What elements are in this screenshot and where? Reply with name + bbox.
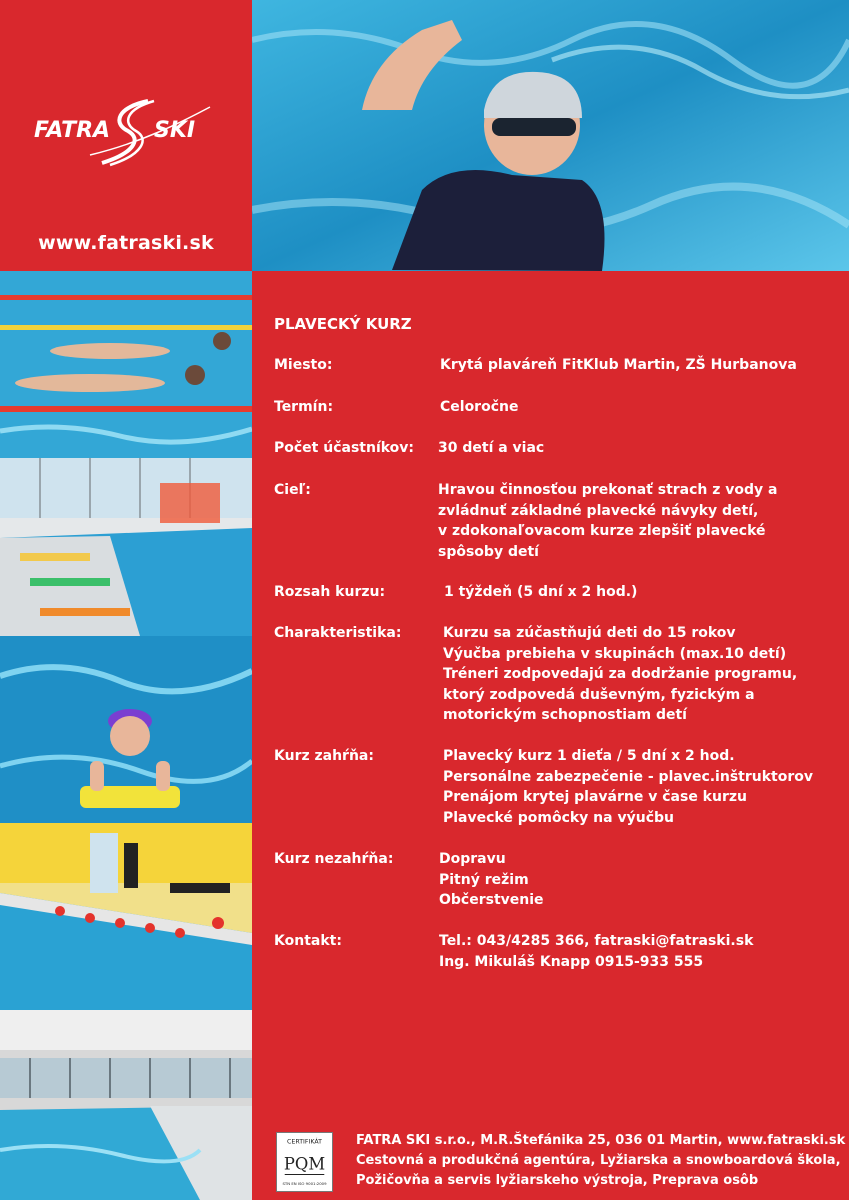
value-line: Ing. Mikuláš Knapp 0915-933 555: [439, 953, 704, 970]
value-ciel: [438, 480, 778, 562]
value-line: Pitný režim: [439, 871, 529, 888]
logo-text-left: FATRA: [34, 118, 111, 143]
value-line: Hravou činnosťou prekonať strach z vody a: [438, 482, 778, 498]
value-termin: [440, 397, 518, 418]
label-rozsah: Rozsah kurzu:: [274, 584, 386, 600]
photo-kid-with-board: [0, 636, 252, 823]
value-kurz-zahrna: [443, 746, 813, 828]
label-pocet: Počet účastníkov:: [274, 440, 415, 456]
label-charakteristika: Charakteristika:: [274, 625, 402, 641]
value-line: Dopravu: [439, 851, 506, 867]
label-kontakt: Kontakt:: [274, 933, 342, 949]
fatra-ski-logo: [30, 95, 220, 170]
value-line: Tel.: 043/4285 366, fatraski@fatraski.sk: [439, 933, 754, 949]
footer-line: Požičovňa a servis lyžiarskeho výstroja, Preprava osôb: [356, 1173, 759, 1188]
value-kurz-nezahrna: [439, 849, 544, 911]
label-kurz-nezahrna: Kurz nezahŕňa:: [274, 851, 394, 867]
value-charakteristika: [443, 623, 797, 726]
value-line: Plavecké pomôcky na výučbu: [443, 809, 674, 826]
label-kurz-zahrna: Kurz zahŕňa:: [274, 748, 374, 764]
value-miesto: [440, 355, 797, 376]
photo-pool-side: [0, 458, 252, 636]
website-url: www.fatraski.sk: [38, 232, 214, 254]
certificate-badge: [276, 1132, 333, 1192]
value-line: 1 týždeň (5 dní x 2 hod.): [444, 584, 638, 600]
photo-swimming-lanes: [0, 271, 252, 458]
course-title: PLAVECKÝ KURZ: [274, 315, 412, 333]
value-line: Kurzu sa zúčastňujú deti do 15 rokov: [443, 625, 736, 641]
value-line: Personálne zabezpečenie - plavec.inštruktorov: [443, 768, 813, 785]
label-miesto: Miesto:: [274, 357, 333, 373]
logo-text-right: SKI: [154, 118, 196, 143]
value-line: Krytá plaváreň FitKlub Martin, ZŠ Hurbanova: [440, 357, 797, 373]
value-line: zvládnuť základné plavecké návyky detí,: [438, 502, 759, 519]
value-line: 30 detí a viac: [438, 440, 545, 456]
value-line: Tréneri zodpovedajú za dodržanie programu,: [443, 666, 798, 682]
value-line: Plavecký kurz 1 dieťa / 5 dní x 2 hod.: [443, 748, 735, 764]
value-rozsah: [444, 582, 637, 603]
certificate-bottom: STN EN ISO 9001:2009: [282, 1181, 327, 1187]
footer-line: Cestovná a produkčná agentúra, Lyžiarska a snowboardová škola,: [356, 1153, 841, 1168]
value-pocet: [438, 438, 544, 459]
photo-kids-at-pool-edge: [0, 823, 252, 1010]
value-line: Výučba prebieha v skupinách (max.10 detí): [443, 645, 787, 662]
value-line: motorickým schopnostiam detí: [443, 707, 687, 723]
logo-panel: [0, 0, 252, 271]
photo-swimmer: [252, 0, 849, 271]
value-line: Občerstvenie: [439, 892, 544, 908]
photo-indoor-pool: [0, 1010, 252, 1200]
value-line: Celoročne: [440, 399, 519, 415]
footer-company-info: [356, 1131, 845, 1191]
value-line: ktorý zodpovedá duševným, fyzickým a: [443, 686, 755, 703]
footer-line: FATRA SKI s.r.o., M.R.Štefánika 25, 036 01 Martin, www.fatraski.sk: [356, 1133, 846, 1148]
label-termin: Termín:: [274, 399, 334, 415]
value-kontakt: [439, 931, 753, 972]
value-line: Prenájom krytej plavárne v čase kurzu: [443, 789, 747, 805]
label-ciel: Cieľ:: [274, 482, 311, 498]
value-line: spôsoby detí: [438, 543, 539, 560]
certificate-top: CERTIFIKÁT: [287, 1138, 322, 1146]
value-line: v zdokonaľovacom kurze zlepšiť plavecké: [438, 523, 766, 539]
certificate-mark: PQM: [283, 1154, 326, 1174]
